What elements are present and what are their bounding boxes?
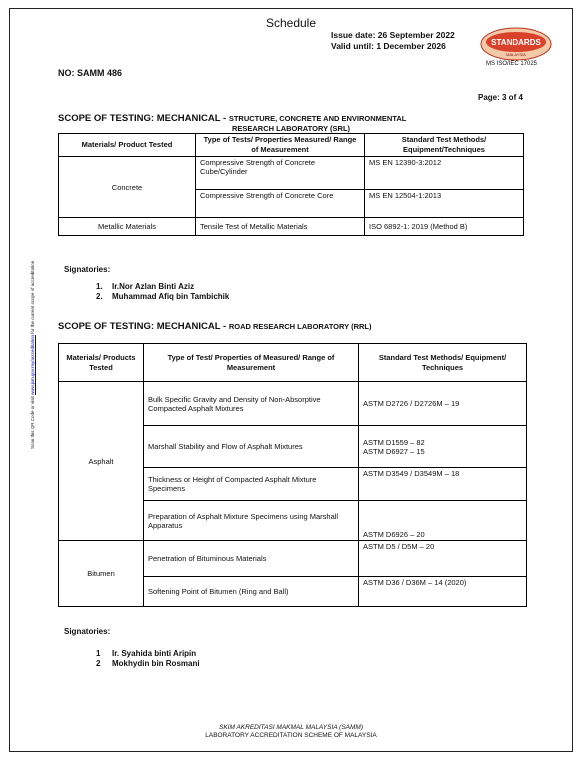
test-cell: Penetration of Bituminous Materials: [144, 541, 359, 577]
scope1-table: [58, 133, 524, 236]
scope1-heading-line2: RESEARCH LABORATORY (SRL): [231, 124, 351, 133]
signatory-number: 1.: [96, 282, 103, 291]
test-cell: Compressive Strength of Concrete Cube/Cylinder: [196, 157, 365, 190]
signatory-item: [96, 282, 229, 292]
test-cell: Softening Point of Bitumen (Ring and Ball): [144, 577, 359, 607]
method-cell: ASTM D3549 / D3549M – 18: [359, 468, 527, 501]
column-header: Materials/ Product Tested: [59, 134, 196, 157]
column-header: Type of Test/ Properties of Measured/ Range of Measurement: [144, 344, 359, 382]
valid-until: Valid until: 1 December 2026: [331, 41, 446, 51]
scope1-heading: [58, 113, 406, 124]
material-cell: Metallic Materials: [59, 218, 196, 236]
issue-date: Issue date: 26 September 2022: [331, 30, 455, 40]
footer-line2: LABORATORY ACCREDITATION SCHEME OF MALAYSIA: [205, 732, 377, 739]
accreditation-link[interactable]: www.jsm.gov.my/accreditation: [30, 335, 35, 395]
table-header-row: [59, 134, 524, 157]
scope1-signatories-label: Signatories:: [64, 265, 111, 274]
method-cell: MS EN 12390-3:2012: [365, 157, 524, 190]
page-number: Page: 3 of 4: [478, 93, 523, 102]
signatory-item: [96, 649, 200, 659]
scope2-heading-lab: ROAD RESEARCH LABORATORY (RRL): [228, 322, 372, 331]
logo-subtext: MALAYSIA: [506, 52, 526, 57]
cert-standard: MS ISO/IEC 17025: [486, 61, 538, 67]
method-cell: ASTM D5 / D5M – 20: [359, 541, 527, 577]
scope2-signatories-label: Signatories:: [64, 627, 111, 636]
test-cell: Compressive Strength of Concrete Core: [196, 190, 365, 218]
scope1-signatories-list: [96, 282, 229, 302]
material-cell: Concrete: [59, 157, 196, 218]
material-cell: Asphalt: [59, 382, 144, 541]
material-cell: Bitumen: [59, 541, 144, 607]
signatory-number: 2.: [96, 292, 103, 301]
method-cell: ISO 6892-1: 2019 (Method B): [365, 218, 524, 236]
scope1-heading-main: SCOPE OF TESTING: MECHANICAL -: [58, 113, 229, 124]
signatory-name: Mokhydin bin Rosmani: [112, 659, 200, 668]
document-page: [9, 8, 573, 752]
table-row: [59, 157, 524, 190]
test-cell: Preparation of Asphalt Mixture Specimens using Marshall Apparatus: [144, 501, 359, 541]
footer-line1: SKIM AKREDITASI MAKMAL MALAYSIA (SAMM): [219, 724, 363, 731]
method-cell: ASTM D1559 – 82 ASTM D6927 – 15: [359, 426, 527, 468]
signatory-name: Ir. Syahida binti Aripin: [112, 649, 197, 658]
table-row: [59, 541, 527, 577]
column-header: Standard Test Methods/ Equipment/Techniques: [365, 134, 524, 157]
signatory-name: Ir.Nor Azlan Binti Aziz: [112, 282, 195, 291]
page-title: Schedule: [265, 16, 317, 30]
logo-text: STANDARDS: [491, 38, 541, 47]
column-header: Standard Test Methods/ Equipment/ Techniques: [359, 344, 527, 382]
method-cell: MS EN 12504-1:2013: [365, 190, 524, 218]
test-cell: Thickness or Height of Compacted Asphalt Mixture Specimens: [144, 468, 359, 501]
method-cell: ASTM D6926 – 20: [359, 501, 527, 541]
document-number: NO: SAMM 486: [58, 68, 123, 78]
table-row: [59, 382, 527, 426]
column-header: Materials/ Products Tested: [59, 344, 144, 382]
sidebar-qr-note: [30, 261, 35, 449]
validity-dates: [331, 30, 455, 52]
test-cell: Bulk Specific Gravity and Density of Non-Absorptive Compacted Asphalt Mixtures: [144, 382, 359, 426]
method-cell: ASTM D36 / D36M – 14 (2020): [359, 577, 527, 607]
test-cell: Tensile Test of Metallic Materials: [196, 218, 365, 236]
signatory-number: 2: [96, 659, 101, 668]
signatory-item: [96, 292, 229, 302]
column-header: Type of Tests/ Properties Measured/ Range of Measurement: [196, 134, 365, 157]
table-row: [59, 218, 524, 236]
signatory-item: [96, 659, 200, 669]
scope2-table: [58, 343, 527, 607]
standards-malaysia-logo: [480, 27, 552, 61]
sidebar-note-after: for the current scope of accreditation: [30, 260, 35, 336]
scope2-signatories-list: [96, 649, 200, 669]
scope2-heading-main: SCOPE OF TESTING: MECHANICAL -: [58, 321, 229, 332]
scope1-heading-lab: STRUCTURE, CONCRETE AND ENVIRONMENTAL: [228, 114, 407, 123]
table-header-row: [59, 344, 527, 382]
signatory-name: Muhammad Afiq bin Tambichik: [112, 292, 230, 301]
signatory-number: 1: [96, 649, 101, 658]
scope2-heading: [58, 321, 371, 332]
test-cell: Marshall Stability and Flow of Asphalt Mixtures: [144, 426, 359, 468]
footer: [10, 724, 572, 740]
method-cell: ASTM D2726 / D2726M – 19: [359, 382, 527, 426]
sidebar-note-before: Scan this QR Code or visit: [30, 394, 35, 449]
